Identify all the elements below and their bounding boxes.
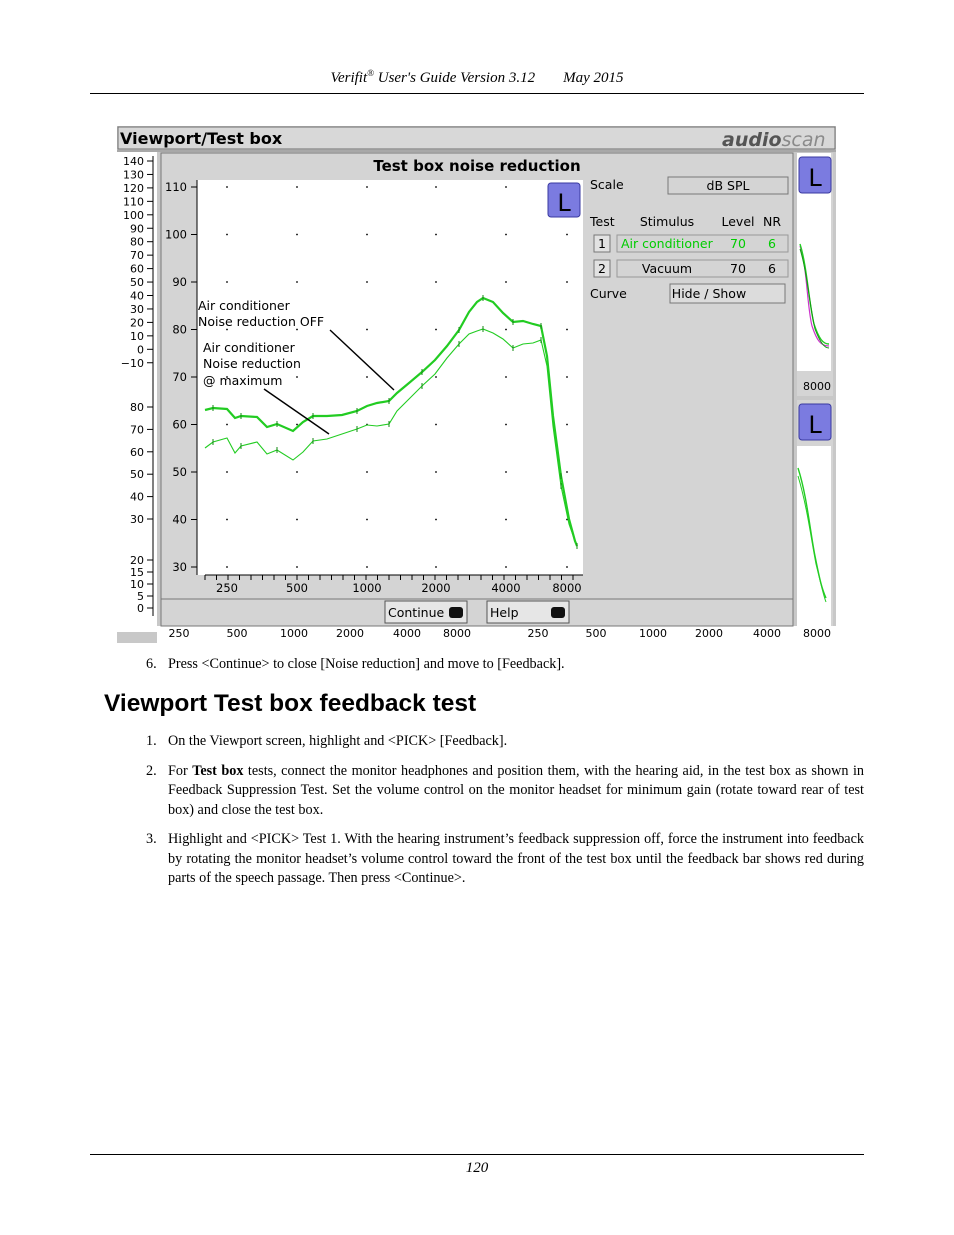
- bottom-scale-label: 1000: [639, 627, 667, 640]
- viewport-screenshot: [117, 126, 836, 643]
- continue-button[interactable]: [385, 601, 467, 623]
- bottom-scale-label: 1000: [280, 627, 308, 640]
- thumb-graph-bottom: [797, 446, 831, 626]
- left-scale-label: 130: [123, 168, 144, 182]
- help-button[interactable]: [487, 601, 569, 623]
- svg-text:Help: Help: [490, 605, 519, 620]
- bottom-scale-label: 8000: [443, 627, 471, 640]
- y-tick-label: 100: [165, 227, 187, 242]
- left-scale-label: 80: [130, 401, 144, 414]
- svg-text:6: 6: [768, 236, 776, 251]
- left-scale-label: 70: [130, 249, 144, 263]
- steps-list: [90, 732, 864, 889]
- header-doc: User's Guide Version 3.12: [377, 70, 536, 86]
- col-stimulus: Stimulus: [639, 214, 695, 229]
- left-scale-label: 80: [130, 235, 144, 249]
- bottom-scale-label: 500: [226, 627, 248, 640]
- svg-text:L: L: [808, 411, 822, 439]
- left-scale-label: 120: [123, 181, 144, 195]
- left-scale-label: 40: [130, 289, 144, 303]
- test-row-1[interactable]: [594, 235, 788, 252]
- y-tick-label: 30: [172, 560, 187, 574]
- svg-text:L: L: [808, 164, 822, 192]
- left-scale-label: 0: [137, 602, 144, 615]
- left-scale-label: 30: [130, 513, 144, 526]
- svg-text:@ maximum: @ maximum: [203, 373, 283, 388]
- x-tick-label: 2000: [421, 581, 451, 595]
- left-scale-label: 15: [130, 566, 144, 579]
- left-scale-label: 10: [130, 578, 144, 591]
- bottom-scale-label: 2000: [336, 627, 364, 640]
- window-title: Viewport/Test box: [120, 129, 283, 148]
- bottom-scale-label: 250: [527, 627, 549, 640]
- left-scale-label: 100: [123, 208, 144, 222]
- bottom-scale-label: 4000: [393, 627, 421, 640]
- col-level: Level: [721, 214, 755, 229]
- list-item: 2. For Test box tests, connect the monitor headphones and position them, with the hearing aid, in the test box as shown in Feedback Suppression Test. Set the volume control on the monitor headset for minimum gain (rotate toward rear of test box) and close the test box.: [146, 762, 864, 818]
- y-tick-label: 60: [172, 417, 187, 432]
- left-scale-label: 50: [130, 276, 144, 290]
- left-scale-label: 30: [130, 302, 144, 316]
- test-row-2[interactable]: [594, 260, 788, 277]
- left-scale-label: 60: [130, 445, 144, 459]
- y-tick-label: 50: [172, 465, 187, 479]
- ear-badge-bottom: [799, 404, 831, 440]
- ear-badge-left: [548, 183, 580, 217]
- left-scale-label: 10: [130, 329, 144, 343]
- bottom-scale-label: 500: [585, 627, 607, 640]
- viewport-window: [117, 126, 836, 643]
- graph-title: Test box noise reduction: [373, 157, 581, 175]
- section-heading: Viewport Test box feedback test: [104, 690, 477, 717]
- svg-text:Noise reduction: Noise reduction: [203, 356, 301, 371]
- x-tick-label: 500: [286, 581, 308, 595]
- header-reg: ®: [367, 68, 374, 78]
- header-product: Verifit: [330, 70, 368, 86]
- step-number: 6.: [146, 656, 157, 672]
- left-scale-label: 20: [130, 316, 144, 330]
- col-test: Test: [590, 214, 615, 229]
- left-scale-label: 20: [130, 554, 144, 567]
- svg-text:2: 2: [598, 261, 606, 276]
- col-nr: NR: [762, 214, 782, 229]
- svg-text:70: 70: [730, 261, 746, 276]
- page-number: 120: [465, 1160, 489, 1176]
- left-scale-label: 40: [130, 490, 144, 504]
- thumb-bottom-axis: 8000: [803, 627, 831, 640]
- svg-text:Air conditioner: Air conditioner: [621, 236, 713, 251]
- svg-text:70: 70: [730, 236, 746, 251]
- left-scale-label: 140: [123, 155, 144, 168]
- y-tick-label: 70: [172, 370, 187, 384]
- thumb-top-axis: 8000: [803, 380, 831, 393]
- bottom-scale-label: 4000: [753, 627, 781, 640]
- left-scale-label: 5: [137, 590, 144, 603]
- svg-text:Noise reduction OFF: Noise reduction OFF: [198, 314, 325, 329]
- list-item: 1. On the Viewport screen, highlight and <PICK> [Feedback].: [146, 733, 508, 749]
- header-date: May 2015: [563, 70, 624, 86]
- step-6: [90, 655, 864, 675]
- svg-text:Continue: Continue: [388, 605, 445, 620]
- x-tick-label: 4000: [491, 581, 521, 595]
- left-scale-label: 60: [130, 262, 144, 276]
- list-item: 3. Highlight and <PICK> Test 1. With the hearing instrument’s feedback suppression off, force the instrument into feedback by rotating the monitor headset’s volume control toward the front of the test box until the feedback bar shows red during parts of the speech passage. Then press <Continue>.: [146, 831, 864, 886]
- step-text: Press <Continue> to close [Noise reduction] and move to [Feedback].: [168, 656, 565, 672]
- x-tick-label: 1000: [352, 581, 382, 595]
- hide-show-button-label: Hide / Show: [671, 286, 747, 301]
- bottom-scale-label: 250: [168, 627, 190, 640]
- svg-text:L: L: [557, 189, 571, 217]
- ear-badge-top: [799, 157, 831, 193]
- left-scale-label: 70: [130, 423, 144, 437]
- brand-logo: audioscan: [722, 129, 826, 151]
- y-tick-label: 90: [172, 275, 187, 289]
- svg-text:6: 6: [768, 261, 776, 276]
- curve-label: Curve: [590, 286, 627, 301]
- left-scale-label: 90: [130, 222, 144, 236]
- running-header: [0, 68, 954, 87]
- left-scale-label: 50: [130, 468, 144, 482]
- svg-text:1: 1: [598, 236, 606, 251]
- y-tick-label: 40: [172, 512, 187, 527]
- svg-text:Air conditioner: Air conditioner: [198, 298, 290, 313]
- x-tick-label: 8000: [552, 581, 582, 595]
- left-scale-label: 110: [123, 195, 144, 209]
- footer-rule: [90, 1154, 864, 1155]
- svg-text:Air conditioner: Air conditioner: [203, 340, 295, 355]
- left-scale-label: 0: [137, 343, 144, 357]
- scale-label: Scale: [590, 177, 624, 192]
- y-tick-label: 110: [165, 180, 187, 194]
- svg-text:Vacuum: Vacuum: [641, 261, 693, 276]
- x-tick-label: 250: [216, 581, 238, 595]
- scale-value: dB SPL: [706, 178, 750, 193]
- left-scale-label: −10: [120, 356, 144, 370]
- header-rule: [90, 93, 864, 94]
- y-tick-label: 80: [172, 322, 187, 337]
- bottom-scale-label: 2000: [695, 627, 723, 640]
